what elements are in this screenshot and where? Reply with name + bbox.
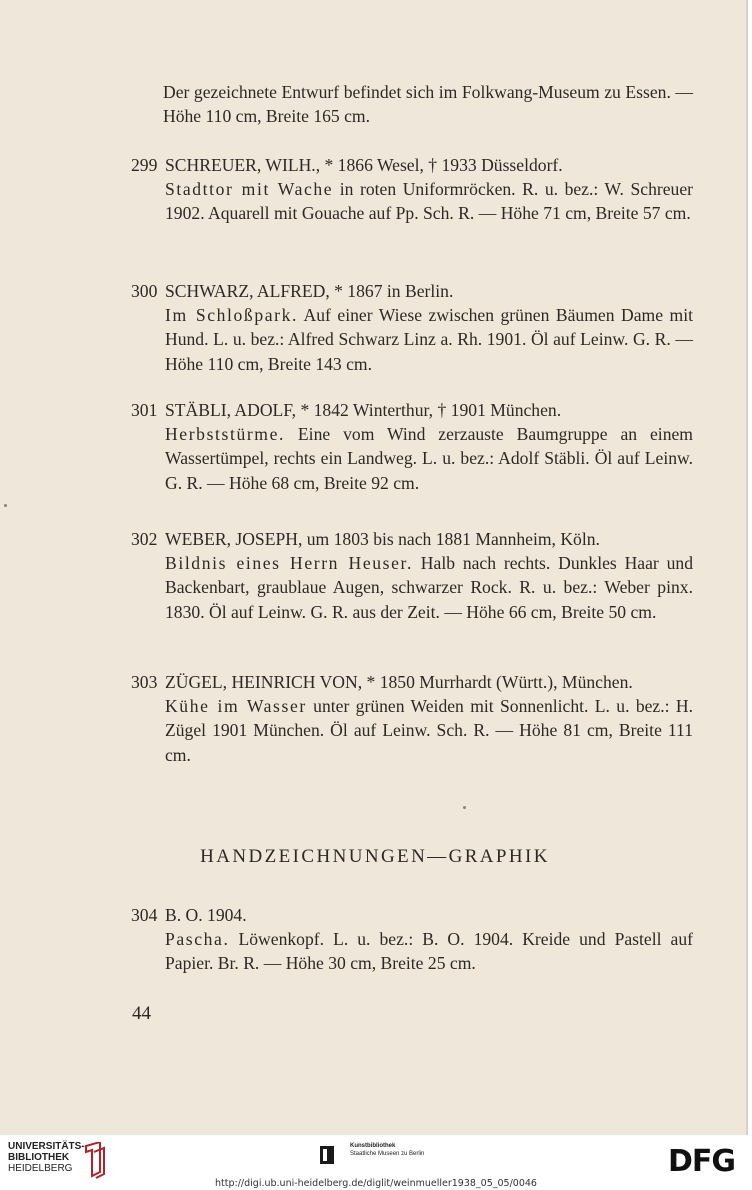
entry-body [165,670,693,767]
entry-title: Stadttor mit Wache [165,179,334,200]
entry-description: in roten Uniformröcken. R. u. bez.: W. Schreuer 1902. Aquarell mit Gouache auf Pp. Sch. R. — Höhe 71 cm, Breite 57 cm. [165,179,693,224]
entry-heading: WEBER, JOSEPH, um 1803 bis nach 1881 Mannheim, Köln. [165,529,600,549]
entry-title: Kühe im Wasser [165,696,307,717]
entry-number: 303 [131,672,158,692]
entry-number: 301 [131,400,158,420]
entry-title: Pascha. [165,929,230,950]
entry-description: Löwenkopf. L. u. bez.: B. O. 1904. Kreide und Pastell auf Papier. Br. R. — Höhe 30 cm, Breite 25 cm. [165,929,693,974]
paper-speck [4,504,7,507]
entry-number: 304 [131,905,158,925]
page-number: 44 [132,1003,151,1024]
dfg-logo: DFG [668,1144,736,1179]
entry-title: Im Schloßpark. [165,305,298,326]
entry-heading: ZÜGEL, HEINRICH VON, * 1850 Murrhardt (Württ.), München. [165,672,633,692]
entry-heading: SCHWARZ, ALFRED, * 1867 in Berlin. [165,281,454,301]
entry-body [165,279,693,376]
intro-paragraph: Der gezeichnete Entwurf befindet sich im Folkwang-Museum zu Essen. — Höhe 110 cm, Breite 165 cm. [163,82,693,127]
entry-description: unter grünen Weiden mit Sonnenlicht. L. u. bez.: H. Zügel 1901 München. Öl auf Leinw. Sch. R. — Höhe 81 cm, Breite 111 cm. [165,696,693,765]
entry-description: Auf einer Wiese zwischen grünen Bäumen Dame mit Hund. L. u. bez.: Alfred Schwarz Linz a. Rh. 1901. Öl auf Leinw. G. R. — Höhe 110 cm, Breite 143 cm. [165,305,694,374]
section-heading: HANDZEICHNUNGEN—GRAPHIK [200,846,550,867]
entry-body [165,903,693,976]
kunstbibliothek-subtitle: Staatliche Museen zu Berlin [350,1151,425,1157]
entry-body [165,153,693,226]
entry-number: 302 [131,529,158,549]
kunstbibliothek-title: Kunstbibliothek [350,1143,396,1149]
entry-description: Eine vom Wind zerzauste Baumgruppe an einem Wassertümpel, rechts ein Landweg. L. u. bez.: Adolf Stäbli. Öl auf Leinw. G. R. — Höhe 68 cm, Breite 92 cm. [165,424,693,493]
entry-body [165,398,693,495]
library-name-line1: UNIVERSITÄTS- [8,1141,85,1152]
university-library-name [8,1141,85,1174]
entry-heading: B. O. 1904. [165,905,247,925]
entry-heading: STÄBLI, ADOLF, * 1842 Winterthur, † 1901 München. [165,400,562,420]
entry-title: Bildnis eines Herrn Heuser. [165,553,413,574]
library-name-line2: BIBLIOTHEK [8,1152,70,1163]
library-name-line3: HEIDELBERG [8,1163,73,1174]
permalink-url[interactable]: http://digi.ub.uni-heidelberg.de/diglit/weinmueller1938_05_05/0046 [215,1178,537,1189]
entry-title: Herbststürme. [165,424,285,445]
entry-body [165,527,693,624]
entry-number: 300 [131,281,158,301]
entry-heading: SCHREUER, WILH., * 1866 Wesel, † 1933 Düsseldorf. [165,155,563,175]
entry-number: 299 [131,155,158,175]
paper-speck [463,806,466,809]
entry-description: Halb nach rechts. Dunkles Haar und Backenbart, graublaue Augen, schwarzer Rock. R. u. bez.: Weber pinx. 1830. Öl auf Leinw. G. R. aus der Zeit. — Höhe 66 cm, Breite 50 cm. [165,553,693,622]
kunstbibliothek-icon [320,1146,334,1164]
